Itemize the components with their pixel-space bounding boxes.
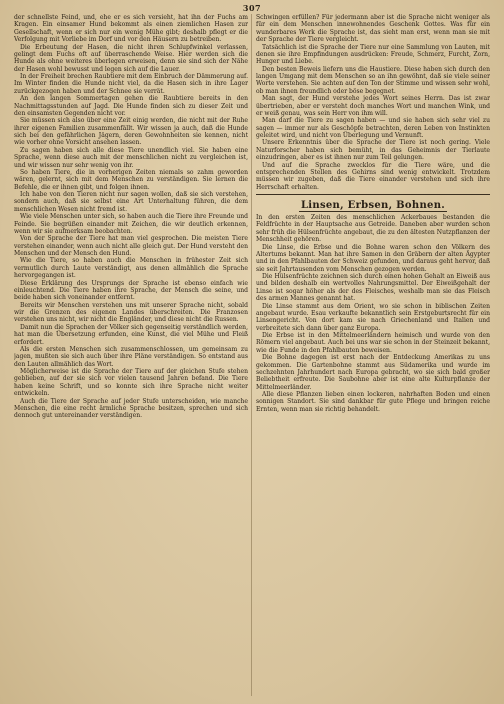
paragraph: Von der Sprache der Tiere hat man viel gesprochen. Die meisten Tiere verstehen einander, wenn auch nicht alle gleich gut. Der Hund versteht den Menschen und der Mensch den Hund. <box>14 235 248 257</box>
paragraph: Die Erbse ist in den Mittelmeerländern heimisch und wurde von den Römern viel angebaut. Auch bei uns war sie schon in der Steinzeit bekannt, wie die Funde in den Pfahlbauten beweisen. <box>256 332 490 354</box>
paragraph: Alle diese Pflanzen lieben einen lockeren, nahrhaften Boden und einen sonnigen Standort. Sie sind dankbar für gute Pflege und bringen reiche Ernten, wenn man sie richtig behandelt. <box>256 391 490 413</box>
paragraph: So haben Tiere, die in vorherigen Zeiten niemals so zahm geworden wären, gelernt, sich mit dem Menschen zu verständigen. Sie lernen die Befehle, die er ihnen gibt, und folgen ihnen. <box>14 168 248 191</box>
paragraph: Man darf die Tiere zu sagen haben — und sie haben sich sehr viel zu sagen — immer nur als Geschöpfe betrachten, deren Leben von Instinkten geleitet wird, und nicht von Überlegung und Vernunft. <box>256 117 490 139</box>
paragraph: Damit nun die Sprachen der Völker sich gegenseitig verständlich werden, hat man die Übersetzung erfunden, eine Kunst, die viel Mühe und Fleiß erfordert. <box>14 323 248 346</box>
paragraph: Wie die Tiere, so haben auch die Menschen in frühester Zeit sich vermutlich durch Laute verständigt, aus denen allmählich die Sprache hervorgegangen ist. <box>14 257 248 280</box>
paragraph: Zu sagen haben sich alle diese Tiere unendlich viel. Sie haben eine Sprache, wenn diese auch mit der menschlichen nicht zu vergleichen ist, und wir wissen nur sehr wenig von ihr. <box>14 146 248 169</box>
paragraph: Die Hülsenfrüchte zeichnen sich durch einen hohen Gehalt an Eiweiß aus und bilden deshalb ein wertvolles Nahrungsmittel. Der Eiweißgehalt der Linse ist sogar höher als der des Fleisches, weshalb man sie das Fleisch des armen Mannes genannt hat. <box>256 273 490 303</box>
paragraph: Man sagt, der Hund verstehe jedes Wort seines Herrn. Das ist zwar übertrieben, aber er versteht doch manches Wort und manchen Wink, und er weiß genau, was sein Herr von ihm will. <box>256 95 490 117</box>
paragraph: In der Freiheit brechen Raubtiere mit dem Einbruch der Dämmerung auf. Im Winter finden die Hunde nicht viel, da die Hasen sich in ihre Lager zurückgezogen haben und der Schnee sie verrät. <box>14 73 248 95</box>
paragraph: Schwingen erfüllen? Für jedermann aber ist die Sprache nicht weniger als für ein dem Menschen innewohnendes Geschenk Gottes. Was für ein wunderbares Werk die Sprache ist, das sieht man erst, wenn man sie mit der Sprache der Tiere vergleicht. <box>256 14 490 44</box>
paragraph: In den ersten Zeiten des menschlichen Ackerbaues bestanden die Feldfrüchte in der Hauptsache aus Getreide. Daneben aber wurden schon sehr früh die Hülsenfrüchte angebaut, die zu den ältesten Nutzpflanzen der Menschheit gehören. <box>256 214 490 244</box>
paragraph: Die Erbeutung der Hasen, die nicht ihren Schlupfwinkel verlassen, gelingt dem Fuchs oft auf überraschende Weise. Hier werden sich die Hunde als ohne weiteres überlegen erweisen, denn sie sind sich der Nähe der Hasen wohl bewusst und legen sich auf die Lauer. <box>14 43 248 73</box>
right-column <box>256 14 490 696</box>
paragraph: Die Linse stammt aus dem Orient, wo sie schon in biblischen Zeiten angebaut wurde. Esau verkaufte bekanntlich sein Erstgeburtsrecht für ein Linsengericht. Von dort kam sie nach Griechenland und Italien und verbreitete sich dann über ganz Europa. <box>256 302 490 332</box>
left-column <box>14 14 248 696</box>
paragraph: Bereits wir Menschen verstehen uns mit unserer Sprache nicht, sobald wir die Grenzen des eigenen Landes überschreiten. Die Franzosen verstehen uns nicht, wir nicht die Engländer, und diese nicht die Russen. <box>14 301 248 324</box>
paragraph: An den langen Sommertagen gehen die Raubtiere bereits in den Nachmittagsstunden auf Jagd. Die Hunde finden sich zu dieser Zeit und den einsamsten Gegenden nicht vor. <box>14 95 248 117</box>
paragraph: Die Bohne dagegen ist erst nach der Entdeckung Amerikas zu uns gekommen. Die Gartenbohne stammt aus Südamerika und wurde im sechzehnten Jahrhundert nach Europa gebracht, wo sie sich bald großer Beliebtheit erfreute. Die Saubohne aber ist eine alte Kulturpflanze der Mittelmeerländer. <box>256 354 490 391</box>
page-number: 307 <box>242 3 262 13</box>
paragraph: Unsere Erkenntnis über die Sprache der Tiere ist noch gering. Viele Naturforscher haben sich bemüht, in das Geheimnis der Tierlaute einzudringen, aber es ist ihnen nur zum Teil gelungen. <box>256 139 490 162</box>
paragraph: Die Linse, die Erbse und die Bohne waren schon den Völkern des Altertums bekannt. Man hat ihre Samen in den Gräbern der alten Ägypter und in den Pfahlbauten der Schweiz gefunden, und daraus geht hervor, daß sie seit Jahrtausenden vom Menschen gezogen werden. <box>256 243 490 273</box>
section-divider <box>256 194 490 195</box>
paragraph: Wie viele Menschen unter sich, so haben auch die Tiere ihre Freunde und Feinde. Sie begrüßen einander mit Zeichen, die wir deutlich erkennen, wenn wir sie aufmerksam beobachten. <box>14 213 248 235</box>
paragraph: Ich habe von den Tieren nicht nur sagen wollen, daß sie sich verstehen, sondern auch, daß sie selbst eine Art Unterhaltung führen, die dem menschlichen Wesen nicht fremd ist. <box>14 191 248 213</box>
section-title: Linsen, Erbsen, Bohnen. <box>300 200 446 211</box>
paragraph: Als die ersten Menschen sich zusammenschlossen, um gemeinsam zu jagen, mußten sie sich auch über ihre Pläne verständigen. So entstand aus den Lauten allmählich das Wort. <box>14 345 248 368</box>
paragraph: Und auf die Sprache zwecklos für die Tiere wäre, und die entsprechenden Stellen des Gehirns sind wenig entwickelt. Trotzdem müssen wir zugeben, daß die Tiere einander verstehen und sich ihre Herrschaft erhalten. <box>256 161 490 191</box>
paragraph: der schnellste Feind, und, ehe er es sich versieht, hat ihn der Fuchs am Kragen. Ein einsamer Hund bekommt als einen ziemlichen Hasen zur Gesellschaft, wenn er sich nur ein wenig Mühe gibt; deshalb pflegt er die Verfolgung mit Vorliebe im Dorf und vor den Häusern zu betreiben. <box>14 14 248 44</box>
paragraph: Sie müssen sich also über eine Zeit einig werden, die nicht mit der Ruhe ihrer eigenen Familien zusammenfällt. Wir wissen ja auch, daß die Hunde sich bei den gefährlichen Jägern, deren Gewohnheiten sie kennen, nicht wie vorher ohne Vorsicht ansehen lassen. <box>14 117 248 147</box>
paragraph: Den besten Beweis liefern uns die Haustiere. Diese haben sich durch den langen Umgang mit dem Menschen so an ihn gewöhnt, daß sie viele seiner Worte verstehen. Sie achten auf den Ton der Stimme und wissen sehr wohl, ob man ihnen freundlich oder böse begegnet. <box>256 65 490 95</box>
paragraph: Möglicherweise ist die Sprache der Tiere auf der gleichen Stufe stehen geblieben, auf der sie sich vor vielen tausend Jahren befand. Die Tiere haben keine Schrift, und so konnte sich ihre Sprache nicht weiter entwickeln. <box>14 368 248 398</box>
paragraph: Auch die Tiere der Sprache auf jeder Stufe unterscheiden, wie manche Menschen, die eine recht ärmliche Sprache besitzen, sprechen und sich dennoch gut untereinander verständigen. <box>14 397 248 420</box>
section-heading <box>256 199 490 212</box>
text-columns <box>14 14 490 696</box>
paragraph: Diese Erklärung des Ursprungs der Sprache ist ebenso einfach wie einleuchtend. Die Tiere haben ihre Sprache, der Mensch die seine, und beide haben sich voneinander entfernt. <box>14 279 248 302</box>
paragraph: Tatsächlich ist die Sprache der Tiere nur eine Sammlung von Lauten, mit denen sie ihre Empfindungen ausdrücken: Freude, Schmerz, Furcht, Zorn, Hunger und Liebe. <box>256 43 490 66</box>
